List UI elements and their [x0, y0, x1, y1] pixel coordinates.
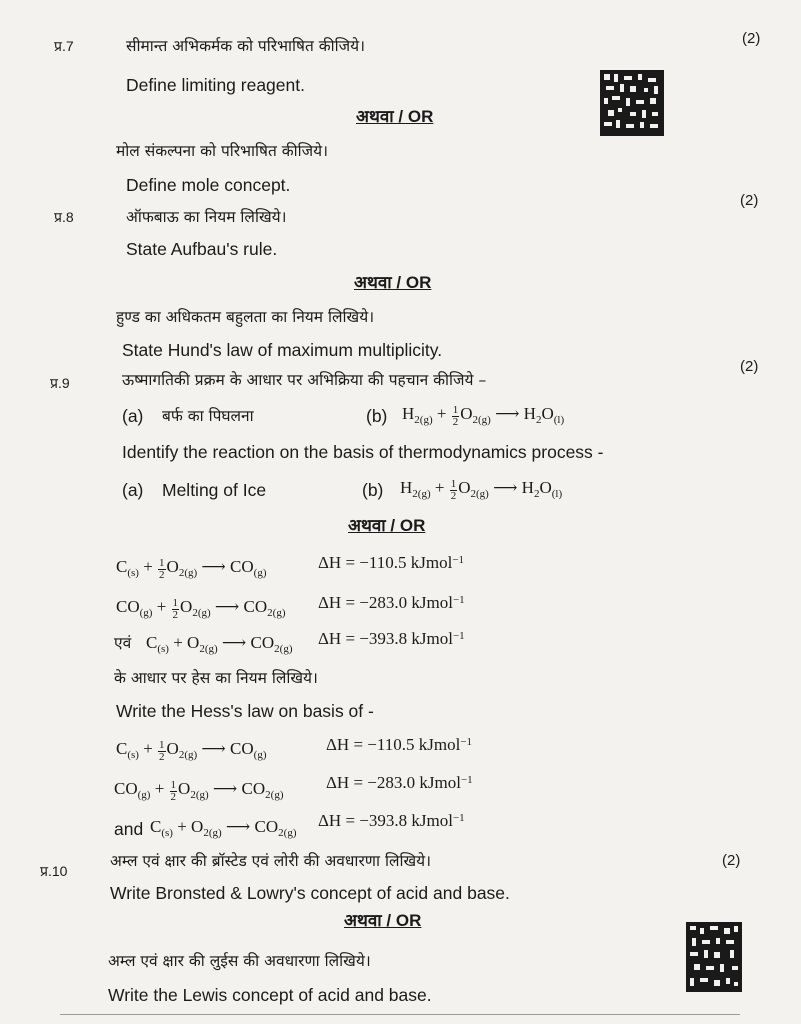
question-hindi: सीमान्त अभिकर्मक को परिभाषित कीजिये। — [126, 37, 366, 55]
question-hindi: ऊष्मागतिकी प्रक्रम के आधार पर अभिक्रिया की पहचान कीजिये – — [122, 371, 487, 389]
or-separator: अथवा / OR — [356, 107, 434, 126]
alternate-english: Write the Lewis concept of acid and base. — [108, 985, 432, 1005]
option-a-label: (a) — [122, 480, 144, 500]
enthalpy-value: ΔH = −110.5 kJmol$^{-1}$ — [318, 553, 465, 572]
question-number: प्र.8 — [54, 209, 74, 225]
enthalpy-value: ΔH = −393.8 kJmol$^{-1}$ — [318, 811, 465, 830]
alternate-english: Define mole concept. — [126, 175, 291, 195]
option-b-label: (b) — [366, 406, 388, 426]
equation-co2-from-co: $CO_{(g)}$ + $\frac{1}{2}$ $O_{2(g)}$ ⟶ $CO_{2(g)}$ — [114, 779, 284, 804]
reaction-water-formation: $H_{2(g)}$ + $\frac{1}{2}$ $O_{2(g)}$ ⟶ $H_2O_{(l)}$ — [400, 478, 563, 503]
question-english: Identify the reaction on the basis of thermodynamics process - — [122, 442, 604, 462]
question-number: प्र.9 — [50, 375, 70, 391]
question-english: State Aufbau's rule. — [126, 239, 278, 259]
bottom-divider — [60, 1014, 740, 1015]
equation-co2-from-co: $CO_{(g)}$ + $\frac{1}{2}$ $O_{2(g)}$ ⟶ $CO_{2(g)}$ — [116, 597, 286, 622]
option-a-hindi: बर्फ का पिघलना — [162, 407, 254, 425]
enthalpy-value: ΔH = −393.8 kJmol$^{-1}$ — [318, 629, 465, 648]
question-marks: (2) — [740, 358, 759, 375]
question-marks: (2) — [722, 852, 741, 869]
conjunction-hindi: एवं — [114, 634, 132, 652]
alternate-hindi: मोल संकल्पना को परिभाषित कीजिये। — [116, 142, 329, 160]
enthalpy-value: ΔH = −283.0 kJmol$^{-1}$ — [326, 773, 473, 792]
equation-co-formation: $C_{(s)}$ + $\frac{1}{2}$ $O_{2(g)}$ ⟶ $CO_{(g)}$ — [116, 557, 267, 582]
option-a-label: (a) — [122, 406, 144, 426]
conjunction-english: and — [114, 819, 144, 839]
alternate-hindi: के आधार पर हेस का नियम लिखिये। — [114, 669, 318, 687]
question-hindi: ऑफबाऊ का नियम लिखिये। — [126, 208, 287, 226]
equation-co2-from-carbon: $C_{(s)} + O_{2(g)}$ ⟶ $CO_{2(g)}$ — [146, 633, 293, 655]
alternate-hindi: अम्ल एवं क्षार की लुईस की अवधारणा लिखिये। — [108, 952, 371, 970]
alternate-english: Write the Hess's law on basis of - — [116, 701, 374, 721]
option-b-label: (b) — [362, 480, 384, 500]
question-marks: (2) — [740, 192, 759, 209]
qr-code-icon — [686, 922, 742, 992]
question-english: Write Bronsted & Lowry's concept of acid and base. — [110, 883, 510, 903]
question-number: प्र.10 — [40, 863, 68, 879]
option-a-english: Melting of Ice — [162, 480, 267, 500]
or-separator: अथवा / OR — [344, 911, 422, 930]
question-hindi: अम्ल एवं क्षार की ब्रॉस्टेड एवं लोरी की अवधारणा लिखिये। — [110, 852, 432, 870]
question-number: प्र.7 — [54, 38, 74, 54]
enthalpy-value: ΔH = −110.5 kJmol$^{-1}$ — [326, 735, 473, 754]
question-marks: (2) — [742, 30, 761, 47]
qr-code-icon — [600, 70, 664, 136]
or-separator: अथवा / OR — [348, 516, 426, 535]
question-english: Define limiting reagent. — [126, 75, 305, 95]
alternate-hindi: हुण्ड का अधिकतम बहुलता का नियम लिखिये। — [116, 308, 375, 326]
equation-co2-from-carbon: $C_{(s)} + O_{2(g)}$ ⟶ $CO_{2(g)}$ — [150, 817, 297, 839]
alternate-english: State Hund's law of maximum multiplicity. — [122, 340, 443, 360]
reaction-water-formation: $H_{2(g)}$ + $\frac{1}{2}$ $O_{2(g)}$ ⟶ $H_2O_{(l)}$ — [402, 404, 565, 429]
enthalpy-value: ΔH = −283.0 kJmol$^{-1}$ — [318, 593, 465, 612]
or-separator: अथवा / OR — [354, 273, 432, 292]
equation-co-formation: $C_{(s)}$ + $\frac{1}{2}$ $O_{2(g)}$ ⟶ $CO_{(g)}$ — [116, 739, 267, 764]
